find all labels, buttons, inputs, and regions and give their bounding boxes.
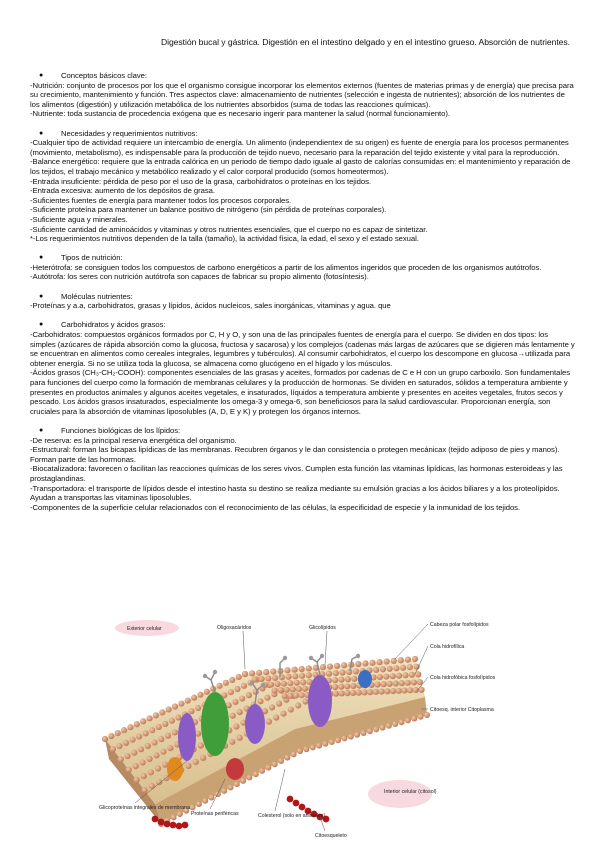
phospholipid-head bbox=[379, 689, 385, 695]
phospholipid-head bbox=[116, 743, 122, 749]
phospholipid-head bbox=[393, 665, 399, 671]
phospholipid-head bbox=[141, 773, 147, 779]
phospholipid-head bbox=[384, 658, 390, 664]
phospholipid-head bbox=[380, 725, 386, 731]
phospholipid-head bbox=[209, 794, 215, 800]
label-cola-hidrofila: Cola hidrofílica bbox=[430, 644, 465, 650]
phospholipid-head bbox=[291, 751, 297, 757]
phospholipid-head bbox=[380, 666, 386, 672]
phospholipid-head bbox=[140, 759, 146, 765]
phospholipid-head bbox=[384, 688, 390, 694]
label-perifericas: Proteínas periféricas bbox=[191, 811, 239, 817]
phospholipid-head bbox=[178, 700, 184, 706]
phospholipid-head bbox=[341, 735, 347, 741]
phospholipid-head bbox=[257, 698, 263, 704]
phospholipid-head bbox=[146, 715, 152, 721]
section-carbohidratos bbox=[30, 320, 575, 416]
phospholipid-head bbox=[290, 686, 296, 692]
phospholipid-head bbox=[383, 674, 389, 680]
phospholipid-head bbox=[165, 733, 171, 739]
phospholipid-head bbox=[121, 727, 127, 733]
phospholipid-head bbox=[354, 732, 360, 738]
phospholipid-head bbox=[390, 688, 396, 694]
paragraph: -Suficientes fuentes de energía para mantener todos los procesos corporales. bbox=[30, 195, 292, 205]
phospholipid-head bbox=[409, 672, 415, 678]
phospholipid-head bbox=[237, 709, 243, 715]
phospholipid-head bbox=[299, 666, 305, 672]
phospholipid-head bbox=[197, 692, 203, 698]
paragraph: -Cualquier tipo de actividad requiere un intercambio de energía. Un alimento (independientex de su origen) es fuente de energía para los procesos permanentes (movimiento, metabolismo), es indispensable para la producción de tejido nuevo, necesario para la reparación del tejido existente y vital para la reproducción. bbox=[30, 138, 569, 157]
phospholipid-head bbox=[284, 755, 290, 761]
phospholipid-head bbox=[361, 689, 367, 695]
paragraph: -Balance energético: requiere que la entrada calórica en un periodo de tiempo dado iguale al gasto de calorías consumidas en: el mantenimiento y reparación de los tejidos, el trabajo mecánico y metabólico realizado y el calor corporal producido (somos homeotermos). bbox=[30, 157, 571, 176]
phospholipid-head bbox=[191, 695, 197, 701]
phospholipid-head bbox=[405, 657, 411, 663]
phospholipid-head bbox=[142, 787, 148, 793]
phospholipid-head bbox=[333, 691, 339, 697]
phospholipid-head bbox=[338, 677, 344, 683]
phospholipid-head bbox=[159, 709, 165, 715]
phospholipid-head bbox=[102, 736, 108, 742]
phospholipid-head bbox=[276, 701, 282, 707]
phospholipid-head bbox=[373, 726, 379, 732]
paragraph: -Autótrofa: los seres con nutrición autótrofa son capaces de fabricar su propio alimento (fotosíntesis). bbox=[30, 272, 369, 282]
phospholipid-head bbox=[158, 736, 164, 742]
phospholipid-head bbox=[369, 660, 375, 666]
phospholipid-head bbox=[160, 749, 166, 755]
phospholipid-head bbox=[246, 692, 252, 698]
phospholipid-head bbox=[171, 814, 177, 820]
phospholipid-head bbox=[299, 673, 305, 679]
phospholipid-head bbox=[134, 721, 140, 727]
phospholipid-head bbox=[335, 737, 341, 743]
phospholipid-head bbox=[373, 667, 379, 673]
label-cola-hidrofoba: Cola hidrofóbica fosfolípidos bbox=[430, 675, 496, 681]
phospholipid-head bbox=[162, 721, 168, 727]
section-heading: ● Carbohidratos y ácidos grasos: bbox=[39, 320, 166, 330]
phospholipid-head bbox=[287, 680, 293, 686]
phospholipid-head bbox=[353, 668, 359, 674]
phospholipid-head bbox=[215, 791, 221, 797]
phospholipid-head bbox=[405, 717, 411, 723]
phospholipid-head bbox=[140, 718, 146, 724]
phospholipid-head bbox=[229, 739, 235, 745]
phospholipid-head bbox=[134, 777, 140, 783]
phospholipid-head bbox=[204, 689, 210, 695]
phospholipid-head bbox=[414, 664, 420, 670]
phospholipid-head bbox=[332, 684, 338, 690]
phospholipid-head bbox=[362, 660, 368, 666]
phospholipid-head bbox=[242, 671, 248, 677]
paragraph: -Suficiente agua y minerales. bbox=[30, 214, 128, 224]
section-heading: ● Tipos de nutrición: bbox=[39, 253, 123, 263]
paragraph: -De reserva: es la principal reserva energética del organismo. bbox=[30, 435, 237, 445]
phospholipid-head bbox=[351, 676, 357, 682]
phospholipid-head bbox=[118, 756, 124, 762]
phospholipid-head bbox=[153, 752, 159, 758]
phospholipid-head bbox=[146, 756, 152, 762]
phospholipid-head bbox=[153, 712, 159, 718]
phospholipid-head bbox=[306, 665, 312, 671]
phospholipid-head bbox=[143, 730, 149, 736]
phospholipid-head bbox=[373, 689, 379, 695]
phospholipid-head bbox=[234, 781, 240, 787]
phospholipid-head bbox=[272, 675, 278, 681]
phospholipid-head bbox=[303, 746, 309, 752]
phospholipid-head bbox=[348, 734, 354, 740]
phospholipid-head bbox=[350, 690, 356, 696]
label-glicolipidos: Glicolípidos bbox=[309, 625, 336, 631]
glycoprotein-green bbox=[201, 692, 229, 756]
phospholipid-head bbox=[284, 687, 290, 693]
protein-purple-2 bbox=[245, 704, 265, 744]
section-tipos-nutricion bbox=[30, 253, 575, 282]
paragraph: -Entrada insuficiente: pérdida de peso por el uso de la grasa, carbohidratos o proteínas en los tejidos. bbox=[30, 176, 371, 186]
phospholipid-head bbox=[241, 683, 247, 689]
label-cabeza: Cabeza polar fosfolípidos bbox=[430, 622, 489, 628]
protein-purple-3 bbox=[308, 675, 332, 727]
phospholipid-head bbox=[123, 740, 129, 746]
phospholipid-head bbox=[196, 801, 202, 807]
phospholipid-head bbox=[392, 721, 398, 727]
phospholipid-head bbox=[172, 729, 178, 735]
label-citoesqueleto: Citoesqueleto bbox=[315, 833, 347, 839]
phospholipid-head bbox=[356, 690, 362, 696]
protein-blue bbox=[358, 670, 372, 688]
phospholipid-head bbox=[131, 750, 137, 756]
phospholipid-head bbox=[295, 702, 301, 708]
paragraph: -Carbohidratos: compuestos orgánicos formados por C, H y O, y son una de las principales fuentes de energía para el cuerpo. Se dividen en dos tipos: los simples (azúcares de rápida absorción como la glucosa, fructosa y sacarosa) y los complejos (cadenas más largas de azúcares que se digieren más lentamente y se encuentran en alimentos como cereales integrales, legumbres y tubérculos). Al consumir carbohidratos, el cuerpo los descompone en glucosa→utilizada para obtener energía. Si no se utiliza toda la glucosa, se almacena como glucógeno en el hígado y los músculos. bbox=[30, 330, 575, 368]
phospholipid-head bbox=[188, 708, 194, 714]
phospholipid-head bbox=[418, 714, 424, 720]
label-oligosacaridos: Oligosacáridos bbox=[217, 625, 252, 631]
phospholipid-head bbox=[145, 743, 151, 749]
phospholipid-head bbox=[300, 679, 306, 685]
phospholipid-head bbox=[374, 681, 380, 687]
phospholipid-head bbox=[396, 673, 402, 679]
paragraph: -Suficiente proteína para mantener un balance positivo de nitrógeno (sin pérdida de proteínas corporales). bbox=[30, 205, 387, 215]
phospholipid-head bbox=[355, 661, 361, 667]
phospholipid-head bbox=[299, 692, 305, 698]
phospholipid-head bbox=[246, 775, 252, 781]
bullet-icon: ● bbox=[39, 254, 44, 262]
page-title: Digestión bucal y gástrica. Digestión en el intestino delgado y en el intestino grueso. Absorción de nutrientes. bbox=[160, 37, 570, 47]
phospholipid-head bbox=[253, 771, 259, 777]
phospholipid-head bbox=[115, 730, 121, 736]
phospholipid-head bbox=[232, 699, 238, 705]
phospholipid-head bbox=[316, 743, 322, 749]
phospholipid-head bbox=[415, 671, 421, 677]
phospholipid-head bbox=[263, 669, 269, 675]
phospholipid-head bbox=[391, 658, 397, 664]
phospholipid-head bbox=[230, 713, 236, 719]
phospholipid-head bbox=[126, 767, 132, 773]
phospholipid-head bbox=[284, 667, 290, 673]
paragraph: -Estructural: forman las bicapas lipídicas de las membranas. Recubren órganos y le dan consistencia o protegen mecánicax (tejido adiposo de pies y manos). Forman parte de las hormonas. bbox=[30, 445, 560, 464]
phospholipid-head bbox=[110, 746, 116, 752]
phospholipid-head bbox=[148, 769, 154, 775]
phospholipid-head bbox=[287, 693, 293, 699]
phospholipid-head bbox=[228, 785, 234, 791]
phospholipid-head bbox=[367, 689, 373, 695]
phospholipid-head bbox=[339, 669, 345, 675]
phospholipid-head bbox=[293, 692, 299, 698]
phospholipid-head bbox=[291, 667, 297, 673]
phospholipid-head bbox=[228, 689, 234, 695]
protein-purple bbox=[178, 713, 196, 761]
phospholipid-head bbox=[350, 683, 356, 689]
phospholipid-head bbox=[193, 759, 199, 765]
phospholipid-head bbox=[259, 676, 265, 682]
paragraph: -Componentes de la superficie celular relacionados con el reconocimiento de las células, la especificidad de especie y la inmunidad de los tejidos. bbox=[30, 502, 521, 512]
section-heading: ● Funciones biológicas de los lípidos: bbox=[39, 425, 181, 435]
phospholipid-head bbox=[124, 753, 130, 759]
phospholipid-head bbox=[361, 730, 367, 736]
phospholipid-head bbox=[329, 739, 335, 745]
phospholipid-head bbox=[272, 687, 278, 693]
phospholipid-head bbox=[377, 674, 383, 680]
phospholipid-head bbox=[136, 733, 142, 739]
phospholipid-head bbox=[341, 662, 347, 668]
phospholipid-head bbox=[274, 681, 280, 687]
paragraph: -Transportadora: el transporte de lípidos desde el intestino hasta su destino se realiza mediante su emulsión gracias a los ácidos biliares y a los proteolípidos. Ayudan a transportas las vitaminas liposolubles. bbox=[30, 483, 560, 503]
phospholipid-head bbox=[367, 728, 373, 734]
phospholipid-head bbox=[345, 676, 351, 682]
phospholipid-head bbox=[266, 719, 272, 725]
phospholipid-head bbox=[398, 657, 404, 663]
label-colesterol: Colesterol (solo en animales) bbox=[258, 813, 326, 819]
phospholipid-head bbox=[127, 724, 133, 730]
phospholipid-head bbox=[412, 656, 418, 662]
paragraph: -Nutriente: toda sustancia de procedencia exógena que es necesario ingerir para mantener la salud (normal funcionamiento). bbox=[30, 109, 450, 119]
phospholipid-head bbox=[390, 673, 396, 679]
phospholipid-head bbox=[166, 706, 172, 712]
phospholipid-head bbox=[239, 695, 245, 701]
phospholipid-head bbox=[108, 733, 114, 739]
phospholipid-head bbox=[376, 659, 382, 665]
section-heading: ● Conceptos básicos clave: bbox=[39, 71, 147, 80]
phospholipid-head bbox=[280, 710, 286, 716]
phospholipid-head bbox=[149, 783, 155, 789]
peripheral-protein-orange bbox=[167, 757, 183, 781]
phospholipid-head bbox=[333, 670, 339, 676]
label-citoesq-interior: Citoesq. interior Citoplasma bbox=[430, 707, 494, 713]
phospholipid-head bbox=[223, 680, 229, 686]
phospholipid-head bbox=[396, 688, 402, 694]
phospholipid-head bbox=[297, 748, 303, 754]
phospholipid-head bbox=[302, 698, 308, 704]
phospholipid-head bbox=[138, 746, 144, 752]
peripheral-protein-red bbox=[226, 758, 244, 780]
paragraph: -Biocatalizadora: favorecen o facilitan las reacciones químicas de los seres vivos. Cumplen esta función las vitaminas lipídicas, las hormonas esteroideas y las prostaglandinas. bbox=[30, 464, 563, 483]
label-exterior: Exterior celular bbox=[127, 626, 162, 632]
phospholipid-head bbox=[200, 755, 206, 761]
paragraph: -Nutrición: conjunto de procesos por los que el organismo consigue incorporar los elementos externos (fuentes de materias primas y de energía) que precisa para su crecimiento, mantenimiento y función. Tres aspectos clave: almacenamiento de nutrientes (selección e ingesta de nutrientes); absorción de los nutrientes de los alimentos (digestión) y utilización metabólica de los nutrientes absorbidos (suma de todas las reacciones químicas). bbox=[30, 80, 574, 109]
phospholipid-head bbox=[268, 681, 274, 687]
phospholipid-head bbox=[399, 680, 405, 686]
phospholipid-head bbox=[402, 672, 408, 678]
phospholipid-head bbox=[294, 680, 300, 686]
phospholipid-head bbox=[156, 724, 162, 730]
phospholipid-head bbox=[407, 664, 413, 670]
phospholipid-head bbox=[339, 690, 345, 696]
phospholipid-head bbox=[381, 681, 387, 687]
phospholipid-head bbox=[221, 788, 227, 794]
phospholipid-head bbox=[322, 741, 328, 747]
paragraph: -Entrada excesiva: aumento de los depósitos de grasa. bbox=[30, 186, 215, 196]
phospholipid-head bbox=[393, 680, 399, 686]
phospholipid-head bbox=[327, 663, 333, 669]
phospholipid-head bbox=[310, 744, 316, 750]
phospholipid-head bbox=[387, 666, 393, 672]
phospholipid-head bbox=[236, 674, 242, 680]
phospholipid-head bbox=[149, 727, 155, 733]
cell-membrane-diagram bbox=[95, 619, 503, 845]
phospholipid-head bbox=[285, 674, 291, 680]
phospholipid-head bbox=[344, 683, 350, 689]
bullet-icon: ● bbox=[39, 129, 44, 137]
phospholipid-head bbox=[190, 804, 196, 810]
phospholipid-head bbox=[344, 690, 350, 696]
phospholipid-head bbox=[338, 684, 344, 690]
phospholipid-head bbox=[411, 679, 417, 685]
phospholipid-head bbox=[237, 735, 243, 741]
paragraph: -Heterótrofa: se consiguen todos los compuestos de carbono energéticos a partir de los alimentos ingeridos que proceden de los organismos autótrofos. bbox=[30, 262, 542, 272]
phospholipid-head bbox=[129, 737, 135, 743]
phospholipid-head bbox=[306, 672, 312, 678]
phospholipid-head bbox=[282, 693, 288, 699]
phospholipid-head bbox=[413, 687, 419, 693]
phospholipid-head bbox=[177, 811, 183, 817]
section-moleculas bbox=[30, 292, 575, 311]
section-necesidades bbox=[30, 129, 575, 244]
bullet-icon: ● bbox=[39, 321, 44, 329]
phospholipid-head bbox=[229, 677, 235, 683]
phospholipid-head bbox=[272, 761, 278, 767]
phospholipid-head bbox=[256, 670, 262, 676]
phospholipid-head bbox=[264, 695, 270, 701]
phospholipid-head bbox=[185, 697, 191, 703]
phospholipid-head bbox=[172, 703, 178, 709]
phospholipid-head bbox=[326, 671, 332, 677]
phospholipid-head bbox=[407, 687, 413, 693]
paragraph: -Ácidos grasos (CH₃-CH₂-COOH): componentes esenciales de las grasas y aceites, formados por cadenas de C e H con un grupo carboxilo. Son fundamentales para funciones del cuerpo como la formación de membranas celulares y la producción de hormonas. Se dividen en saturados, sólidos a temperatura ambiente y presentes en productos animales y algunos aceites vegetales, e insaturados, líquidos a temperatura ambiente y presentes en aceites vegetales, frutos secos y pescado. Los ácidos grasos insaturados, especialmente los omega-3 y omega-6, son beneficiosos para la salud cardiovascular. Proporcionan energía, son cruciales para la absorción de vitaminas liposolubles (A, D, E y K) y protegen los órganos internos. bbox=[30, 368, 570, 416]
phospholipid-head bbox=[332, 677, 338, 683]
phospholipid-head bbox=[292, 673, 298, 679]
phospholipid-head bbox=[198, 742, 204, 748]
phospholipid-head bbox=[401, 687, 407, 693]
phospholipid-head bbox=[278, 687, 284, 693]
phospholipid-head bbox=[249, 670, 255, 676]
phospholipid-head bbox=[346, 669, 352, 675]
label-interior: Interior celular (citosol) bbox=[384, 789, 437, 795]
bullet-icon: ● bbox=[39, 426, 44, 434]
phospholipid-head bbox=[233, 723, 239, 729]
phospholipid-head bbox=[399, 719, 405, 725]
document-body bbox=[30, 71, 575, 522]
phospholipid-head bbox=[265, 765, 271, 771]
phospholipid-head bbox=[240, 778, 246, 784]
phospholipid-head bbox=[405, 680, 411, 686]
membrane-illustration bbox=[95, 619, 503, 845]
section-conceptos bbox=[30, 71, 575, 119]
phospholipid-head bbox=[278, 758, 284, 764]
phospholipid-head bbox=[259, 768, 265, 774]
phospholipid-head bbox=[302, 686, 308, 692]
phospholipid-head bbox=[156, 779, 162, 785]
phospholipid-head bbox=[216, 683, 222, 689]
phospholipid-head bbox=[400, 665, 406, 671]
phospholipid-head bbox=[270, 668, 276, 674]
paragraph: -Suficiente cantidad de aminoácidos y vitaminas y otros nutrientes esenciales, que el cuerpo no es capaz de sintetizar. bbox=[30, 224, 428, 234]
phospholipid-head bbox=[151, 739, 157, 745]
section-funciones-lipidos bbox=[30, 426, 575, 512]
phospholipid-head bbox=[175, 714, 181, 720]
paragraph: *-Los requerimientos nutritivos dependen de la talla (tamaño), la actividad física, la edad, el sexo y el estado sexual. bbox=[30, 234, 419, 244]
phospholipid-head bbox=[234, 686, 240, 692]
phospholipid-head bbox=[155, 765, 161, 771]
phospholipid-head bbox=[195, 705, 201, 711]
bullet-icon: ● bbox=[39, 72, 44, 79]
phospholipid-head bbox=[185, 763, 191, 769]
label-glicoproteinas: Glicoproteínas integrales de membrana bbox=[99, 805, 190, 811]
bullet-icon: ● bbox=[39, 292, 44, 300]
phospholipid-head bbox=[411, 716, 417, 722]
phospholipid-head bbox=[273, 715, 279, 721]
phospholipid-head bbox=[334, 663, 340, 669]
section-heading: ● Moléculas nutrientes: bbox=[39, 291, 133, 301]
phospholipid-head bbox=[265, 675, 271, 681]
phospholipid-head bbox=[386, 723, 392, 729]
phospholipid-head bbox=[202, 798, 208, 804]
phospholipid-head bbox=[167, 745, 173, 751]
phospholipid-head bbox=[387, 681, 393, 687]
phospholipid-head bbox=[133, 763, 139, 769]
phospholipid-head bbox=[169, 718, 175, 724]
phospholipid-head bbox=[281, 681, 287, 687]
phospholipid-head bbox=[296, 686, 302, 692]
phospholipid-head bbox=[288, 706, 294, 712]
paragraph: -Proteínas y a.a, carbohidratos, grasas y lípidos, ácidos nucleicos, sales inorgánicas, vitaminas y agua. que bbox=[30, 301, 391, 311]
phospholipid-head bbox=[269, 704, 275, 710]
section-heading: ● Necesidades y requerimientos nutritivos: bbox=[39, 128, 198, 138]
